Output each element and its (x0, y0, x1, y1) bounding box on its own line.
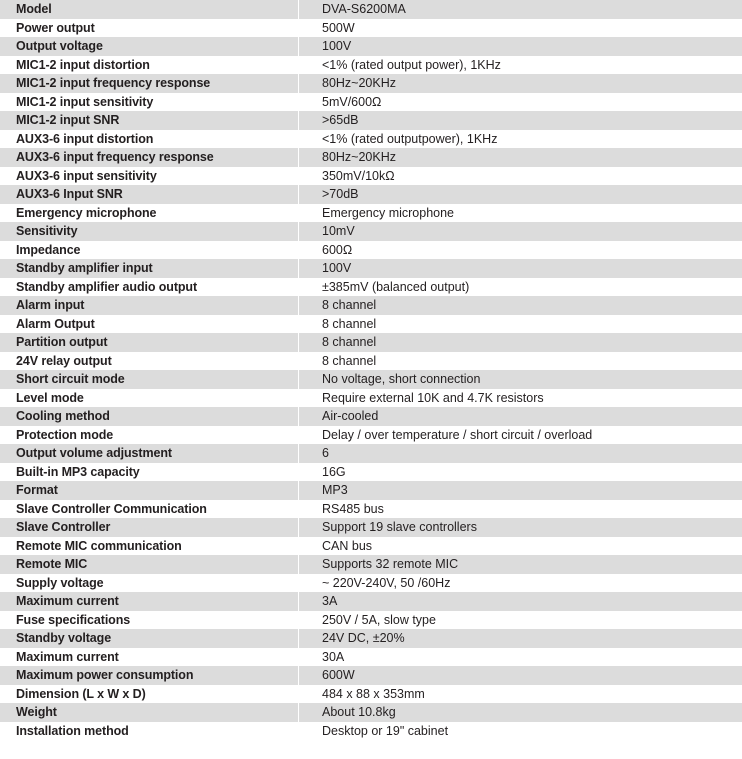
table-row (0, 389, 742, 408)
spec-value: 100V (306, 37, 742, 56)
table-row (0, 629, 742, 648)
spec-value: RS485 bus (306, 500, 742, 519)
table-row (0, 463, 742, 482)
table-row (0, 703, 742, 722)
spec-value: MP3 (306, 481, 742, 500)
spec-label: Dimension (L x W x D) (0, 685, 306, 704)
spec-value: 80Hz~20KHz (306, 74, 742, 93)
spec-label: AUX3-6 input distortion (0, 130, 306, 149)
spec-label: Remote MIC (0, 555, 306, 574)
spec-value: <1% (rated output power), 1KHz (306, 56, 742, 75)
spec-label: MIC1-2 input sensitivity (0, 93, 306, 112)
table-row (0, 315, 742, 334)
table-row (0, 241, 742, 260)
spec-label: AUX3-6 Input SNR (0, 185, 306, 204)
spec-value: 10mV (306, 222, 742, 241)
spec-label: Slave Controller (0, 518, 306, 537)
spec-label: MIC1-2 input SNR (0, 111, 306, 130)
table-row (0, 111, 742, 130)
spec-label: 24V relay output (0, 352, 306, 371)
spec-value: 600Ω (306, 241, 742, 260)
spec-value: Supports 32 remote MIC (306, 555, 742, 574)
spec-value: 6 (306, 444, 742, 463)
spec-label: Weight (0, 703, 306, 722)
spec-label: Alarm Output (0, 315, 306, 334)
table-row (0, 185, 742, 204)
table-row (0, 278, 742, 297)
table-row (0, 130, 742, 149)
spec-value: About 10.8kg (306, 703, 742, 722)
spec-value: 8 channel (306, 352, 742, 371)
table-row (0, 444, 742, 463)
table-row (0, 685, 742, 704)
spec-label: AUX3-6 input frequency response (0, 148, 306, 167)
spec-value: 8 channel (306, 296, 742, 315)
spec-value: 16G (306, 463, 742, 482)
spec-value: >65dB (306, 111, 742, 130)
table-row (0, 93, 742, 112)
table-row (0, 648, 742, 667)
spec-value: 3A (306, 592, 742, 611)
spec-label: Output volume adjustment (0, 444, 306, 463)
spec-label: AUX3-6 input sensitivity (0, 167, 306, 186)
spec-label: Built-in MP3 capacity (0, 463, 306, 482)
table-row (0, 481, 742, 500)
spec-value: Desktop or 19" cabinet (306, 722, 742, 741)
table-row (0, 426, 742, 445)
table-row (0, 296, 742, 315)
spec-label: Installation method (0, 722, 306, 741)
table-row (0, 259, 742, 278)
spec-value: 8 channel (306, 315, 742, 334)
table-row (0, 204, 742, 223)
table-row (0, 37, 742, 56)
spec-label: Remote MIC communication (0, 537, 306, 556)
table-row (0, 666, 742, 685)
table-row (0, 500, 742, 519)
spec-label: Standby amplifier audio output (0, 278, 306, 297)
spec-value: 600W (306, 666, 742, 685)
spec-label: Cooling method (0, 407, 306, 426)
table-row (0, 555, 742, 574)
spec-label: Standby amplifier input (0, 259, 306, 278)
spec-label: Level mode (0, 389, 306, 408)
spec-value: 80Hz~20KHz (306, 148, 742, 167)
table-row (0, 537, 742, 556)
table-row (0, 56, 742, 75)
table-row (0, 722, 742, 741)
table-row (0, 148, 742, 167)
spec-label: MIC1-2 input frequency response (0, 74, 306, 93)
table-row (0, 74, 742, 93)
table-row (0, 0, 742, 19)
spec-label: Power output (0, 19, 306, 38)
spec-label: Impedance (0, 241, 306, 260)
table-row (0, 407, 742, 426)
spec-label: Slave Controller Communication (0, 500, 306, 519)
spec-value: <1% (rated outputpower), 1KHz (306, 130, 742, 149)
spec-value: 500W (306, 19, 742, 38)
spec-value: Emergency microphone (306, 204, 742, 223)
spec-value: 250V / 5A, slow type (306, 611, 742, 630)
table-row (0, 19, 742, 38)
table-row (0, 574, 742, 593)
spec-value: 5mV/600Ω (306, 93, 742, 112)
spec-label: Alarm input (0, 296, 306, 315)
spec-label: Maximum current (0, 592, 306, 611)
spec-value: 100V (306, 259, 742, 278)
spec-value: Support 19 slave controllers (306, 518, 742, 537)
spec-value: >70dB (306, 185, 742, 204)
table-row (0, 518, 742, 537)
spec-label: MIC1-2 input distortion (0, 56, 306, 75)
table-row (0, 167, 742, 186)
spec-value: No voltage, short connection (306, 370, 742, 389)
spec-label: Protection mode (0, 426, 306, 445)
spec-label: Short circuit mode (0, 370, 306, 389)
spec-value: ±385mV (balanced output) (306, 278, 742, 297)
spec-label: Output voltage (0, 37, 306, 56)
spec-value: CAN bus (306, 537, 742, 556)
spec-value: 24V DC, ±20% (306, 629, 742, 648)
table-row (0, 333, 742, 352)
spec-value: 350mV/10kΩ (306, 167, 742, 186)
table-row (0, 592, 742, 611)
table-row (0, 611, 742, 630)
spec-label: Supply voltage (0, 574, 306, 593)
table-row (0, 370, 742, 389)
table-row (0, 352, 742, 371)
spec-value: Delay / over temperature / short circuit / overload (306, 426, 742, 445)
table-row (0, 222, 742, 241)
spec-label: Partition output (0, 333, 306, 352)
spec-value: DVA-S6200MA (306, 0, 742, 19)
spec-label: Fuse specifications (0, 611, 306, 630)
spec-label: Maximum current (0, 648, 306, 667)
spec-label: Model (0, 0, 306, 19)
spec-value: Air-cooled (306, 407, 742, 426)
spec-label: Sensitivity (0, 222, 306, 241)
spec-label: Standby voltage (0, 629, 306, 648)
spec-label: Format (0, 481, 306, 500)
spec-value: 8 channel (306, 333, 742, 352)
spec-value: ~ 220V-240V, 50 /60Hz (306, 574, 742, 593)
spec-value: 484 x 88 x 353mm (306, 685, 742, 704)
spec-value: Require external 10K and 4.7K resistors (306, 389, 742, 408)
spec-label: Emergency microphone (0, 204, 306, 223)
spec-value: 30A (306, 648, 742, 667)
spec-label: Maximum power consumption (0, 666, 306, 685)
